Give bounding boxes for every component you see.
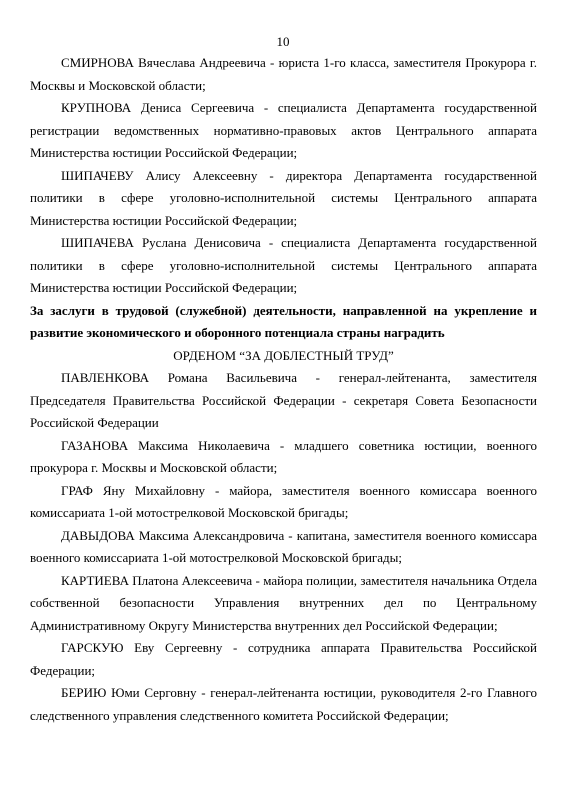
paragraph-shipacheva-alisa: ШИПАЧЕВУ Алису Алексеевну - директора Департамента государственной политики в сфере уголовно-исполнительной системы Центрального аппарата Министерства юстиции Российской Федерации;	[30, 167, 537, 228]
paragraph-kartiev: КАРТИЕВА Платона Алексеевича - майора полиции, заместителя начальника Отдела собственной безопасности Управления внутренних дел по Центральному Административному Округу Министерства внутренних дел Российской Федерации;	[30, 572, 537, 633]
paragraph-beriya: БЕРИЮ Юми Серговну - генерал-лейтенанта юстиции, руководителя 2-го Главного следственного управления следственного комитета Российской Федерации;	[30, 685, 537, 723]
paragraph-graf: ГРАФ Яну Михайловну - майора, заместителя военного комиссара военного комиссариата 1-ой мотострелковой Московской бригады;	[30, 482, 537, 520]
paragraph-pavlenkov: ПАВЛЕНКОВА Романа Васильевича - генерал-лейтенанта, заместителя Председателя Правительства Российской Федерации - секретаря Совета Безопасности Российской Федерации	[30, 370, 537, 430]
order-title: ОРДЕНОМ “ЗА ДОБЛЕСТНЫЙ ТРУД”	[173, 347, 394, 363]
page-number: 10	[276, 34, 290, 49]
paragraph-gazanov: ГАЗАНОВА Максима Николаевича - младшего советника юстиции, военного прокурора г. Москвы и Московской области;	[30, 437, 537, 475]
document-body	[30, 52, 537, 727]
paragraph-krupnov: КРУПНОВА Дениса Сергеевича - специалиста Департамента государственной регистрации ведомственных нормативно-правовых актов Центрального аппарата Министерства юстиции Российской Федерации;	[30, 100, 537, 160]
paragraph-shipachev-ruslan: ШИПАЧЕВА Руслана Денисовича - специалиста Департамента государственной политики в сфере уголовно-исполнительной системы Центрального аппарата Министерства юстиции Российской Федерации;	[30, 235, 537, 295]
paragraph-garskaya: ГАРСКУЮ Еву Сергеевну - сотрудника аппарата Правительства Российской Федерации;	[30, 640, 537, 678]
paragraph-smirnov: СМИРНОВА Вячеслава Андреевича - юриста 1-го класса, заместителя Прокурора г. Москвы и Московской области;	[30, 55, 537, 93]
paragraph-davydov: ДАВЫДОВА Максима Александровича - капитана, заместителя военного комиссара военного комиссариата 1-ой мотострелковой Московской бригады;	[30, 527, 537, 565]
award-statement: За заслуги в трудовой (служебной) деятельности, направленной на укрепление и развитие экономического и оборонного потенциала страны наградить	[30, 302, 537, 340]
